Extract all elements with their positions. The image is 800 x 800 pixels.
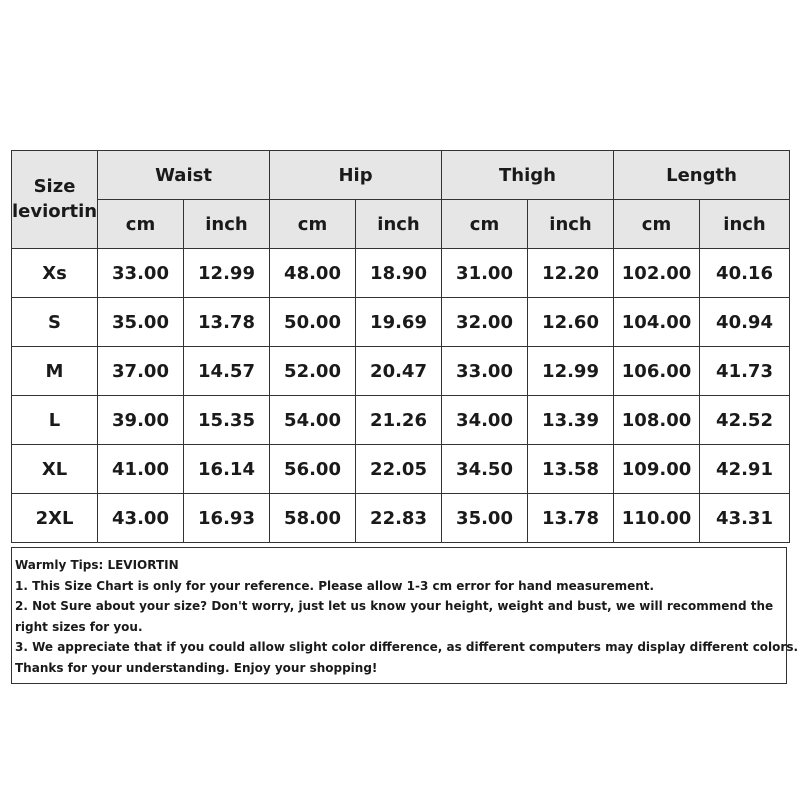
size-cell: M bbox=[12, 347, 98, 396]
size-cell: S bbox=[12, 298, 98, 347]
length-cm-cell: 106.00 bbox=[614, 347, 700, 396]
waist-group-header: Waist bbox=[98, 151, 270, 200]
table-row bbox=[12, 494, 790, 543]
hip-cm-cell: 58.00 bbox=[270, 494, 356, 543]
thigh-group-header: Thigh bbox=[442, 151, 614, 200]
thigh-inch-cell: 12.99 bbox=[528, 347, 614, 396]
length-inch-cell: 40.94 bbox=[700, 298, 790, 347]
hip-inch-cell: 22.83 bbox=[356, 494, 442, 543]
size-cell: Xs bbox=[12, 249, 98, 298]
size-chart-table bbox=[11, 150, 790, 543]
hip-inch-cell: 22.05 bbox=[356, 445, 442, 494]
hip-cm-cell: 56.00 bbox=[270, 445, 356, 494]
table-row bbox=[12, 396, 790, 445]
table-row bbox=[12, 249, 790, 298]
waist-cm-header: cm bbox=[98, 200, 184, 249]
length-inch-cell: 42.91 bbox=[700, 445, 790, 494]
thigh-inch-cell: 13.39 bbox=[528, 396, 614, 445]
thigh-cm-cell: 34.50 bbox=[442, 445, 528, 494]
table-row bbox=[12, 298, 790, 347]
tips-line-3: 3. We appreciate that if you could allow slight color difference, as different computers may display different colors. bbox=[15, 640, 799, 654]
thigh-inch-cell: 12.60 bbox=[528, 298, 614, 347]
thigh-cm-cell: 33.00 bbox=[442, 347, 528, 396]
hip-cm-cell: 52.00 bbox=[270, 347, 356, 396]
thigh-inch-header: inch bbox=[528, 200, 614, 249]
hip-cm-cell: 54.00 bbox=[270, 396, 356, 445]
waist-inch-header: inch bbox=[184, 200, 270, 249]
hip-cm-header: cm bbox=[270, 200, 356, 249]
waist-inch-cell: 13.78 bbox=[184, 298, 270, 347]
thigh-inch-cell: 12.20 bbox=[528, 249, 614, 298]
tips-title: Warmly Tips: LEVIORTIN bbox=[15, 558, 179, 572]
waist-cm-cell: 41.00 bbox=[98, 445, 184, 494]
length-cm-cell: 110.00 bbox=[614, 494, 700, 543]
length-inch-cell: 42.52 bbox=[700, 396, 790, 445]
hip-inch-cell: 21.26 bbox=[356, 396, 442, 445]
size-cell: XL bbox=[12, 445, 98, 494]
hip-group-header: Hip bbox=[270, 151, 442, 200]
waist-cm-cell: 33.00 bbox=[98, 249, 184, 298]
thigh-inch-cell: 13.78 bbox=[528, 494, 614, 543]
length-inch-cell: 40.16 bbox=[700, 249, 790, 298]
length-cm-header: cm bbox=[614, 200, 700, 249]
tips-line-2: 2. Not Sure about your size? Don't worry, just let us know your height, weight and bust, we will recommend the right sizes for you. bbox=[15, 599, 774, 634]
hip-inch-header: inch bbox=[356, 200, 442, 249]
hip-inch-cell: 20.47 bbox=[356, 347, 442, 396]
length-inch-cell: 43.31 bbox=[700, 494, 790, 543]
table-row bbox=[12, 347, 790, 396]
hip-cm-cell: 50.00 bbox=[270, 298, 356, 347]
tips-line-4: Thanks for your understanding. Enjoy your shopping! bbox=[15, 660, 378, 675]
length-cm-cell: 109.00 bbox=[614, 445, 700, 494]
tips-box bbox=[11, 547, 799, 684]
thigh-cm-cell: 35.00 bbox=[442, 494, 528, 543]
size-header-line-2: leviortin bbox=[12, 200, 98, 222]
size-cell: 2XL bbox=[12, 494, 98, 543]
waist-inch-cell: 15.35 bbox=[184, 396, 270, 445]
waist-inch-cell: 16.93 bbox=[184, 494, 270, 543]
length-group-header: Length bbox=[614, 151, 790, 200]
hip-inch-cell: 18.90 bbox=[356, 249, 442, 298]
waist-cm-cell: 35.00 bbox=[98, 298, 184, 347]
waist-cm-cell: 37.00 bbox=[98, 347, 184, 396]
thigh-cm-cell: 32.00 bbox=[442, 298, 528, 347]
waist-inch-cell: 16.14 bbox=[184, 445, 270, 494]
length-cm-cell: 104.00 bbox=[614, 298, 700, 347]
size-column-header bbox=[12, 151, 98, 249]
hip-inch-cell: 19.69 bbox=[356, 298, 442, 347]
length-cm-cell: 108.00 bbox=[614, 396, 700, 445]
thigh-inch-cell: 13.58 bbox=[528, 445, 614, 494]
thigh-cm-cell: 31.00 bbox=[442, 249, 528, 298]
size-header-line-1: Size bbox=[33, 176, 76, 198]
thigh-cm-header: cm bbox=[442, 200, 528, 249]
size-cell: L bbox=[12, 396, 98, 445]
length-inch-cell: 41.73 bbox=[700, 347, 790, 396]
waist-cm-cell: 43.00 bbox=[98, 494, 184, 543]
table-row bbox=[12, 445, 790, 494]
hip-cm-cell: 48.00 bbox=[270, 249, 356, 298]
thigh-cm-cell: 34.00 bbox=[442, 396, 528, 445]
waist-cm-cell: 39.00 bbox=[98, 396, 184, 445]
length-inch-header: inch bbox=[700, 200, 790, 249]
tips-line-1: 1. This Size Chart is only for your reference. Please allow 1-3 cm error for hand measurement. bbox=[15, 578, 655, 593]
length-cm-cell: 102.00 bbox=[614, 249, 700, 298]
waist-inch-cell: 14.57 bbox=[184, 347, 270, 396]
waist-inch-cell: 12.99 bbox=[184, 249, 270, 298]
